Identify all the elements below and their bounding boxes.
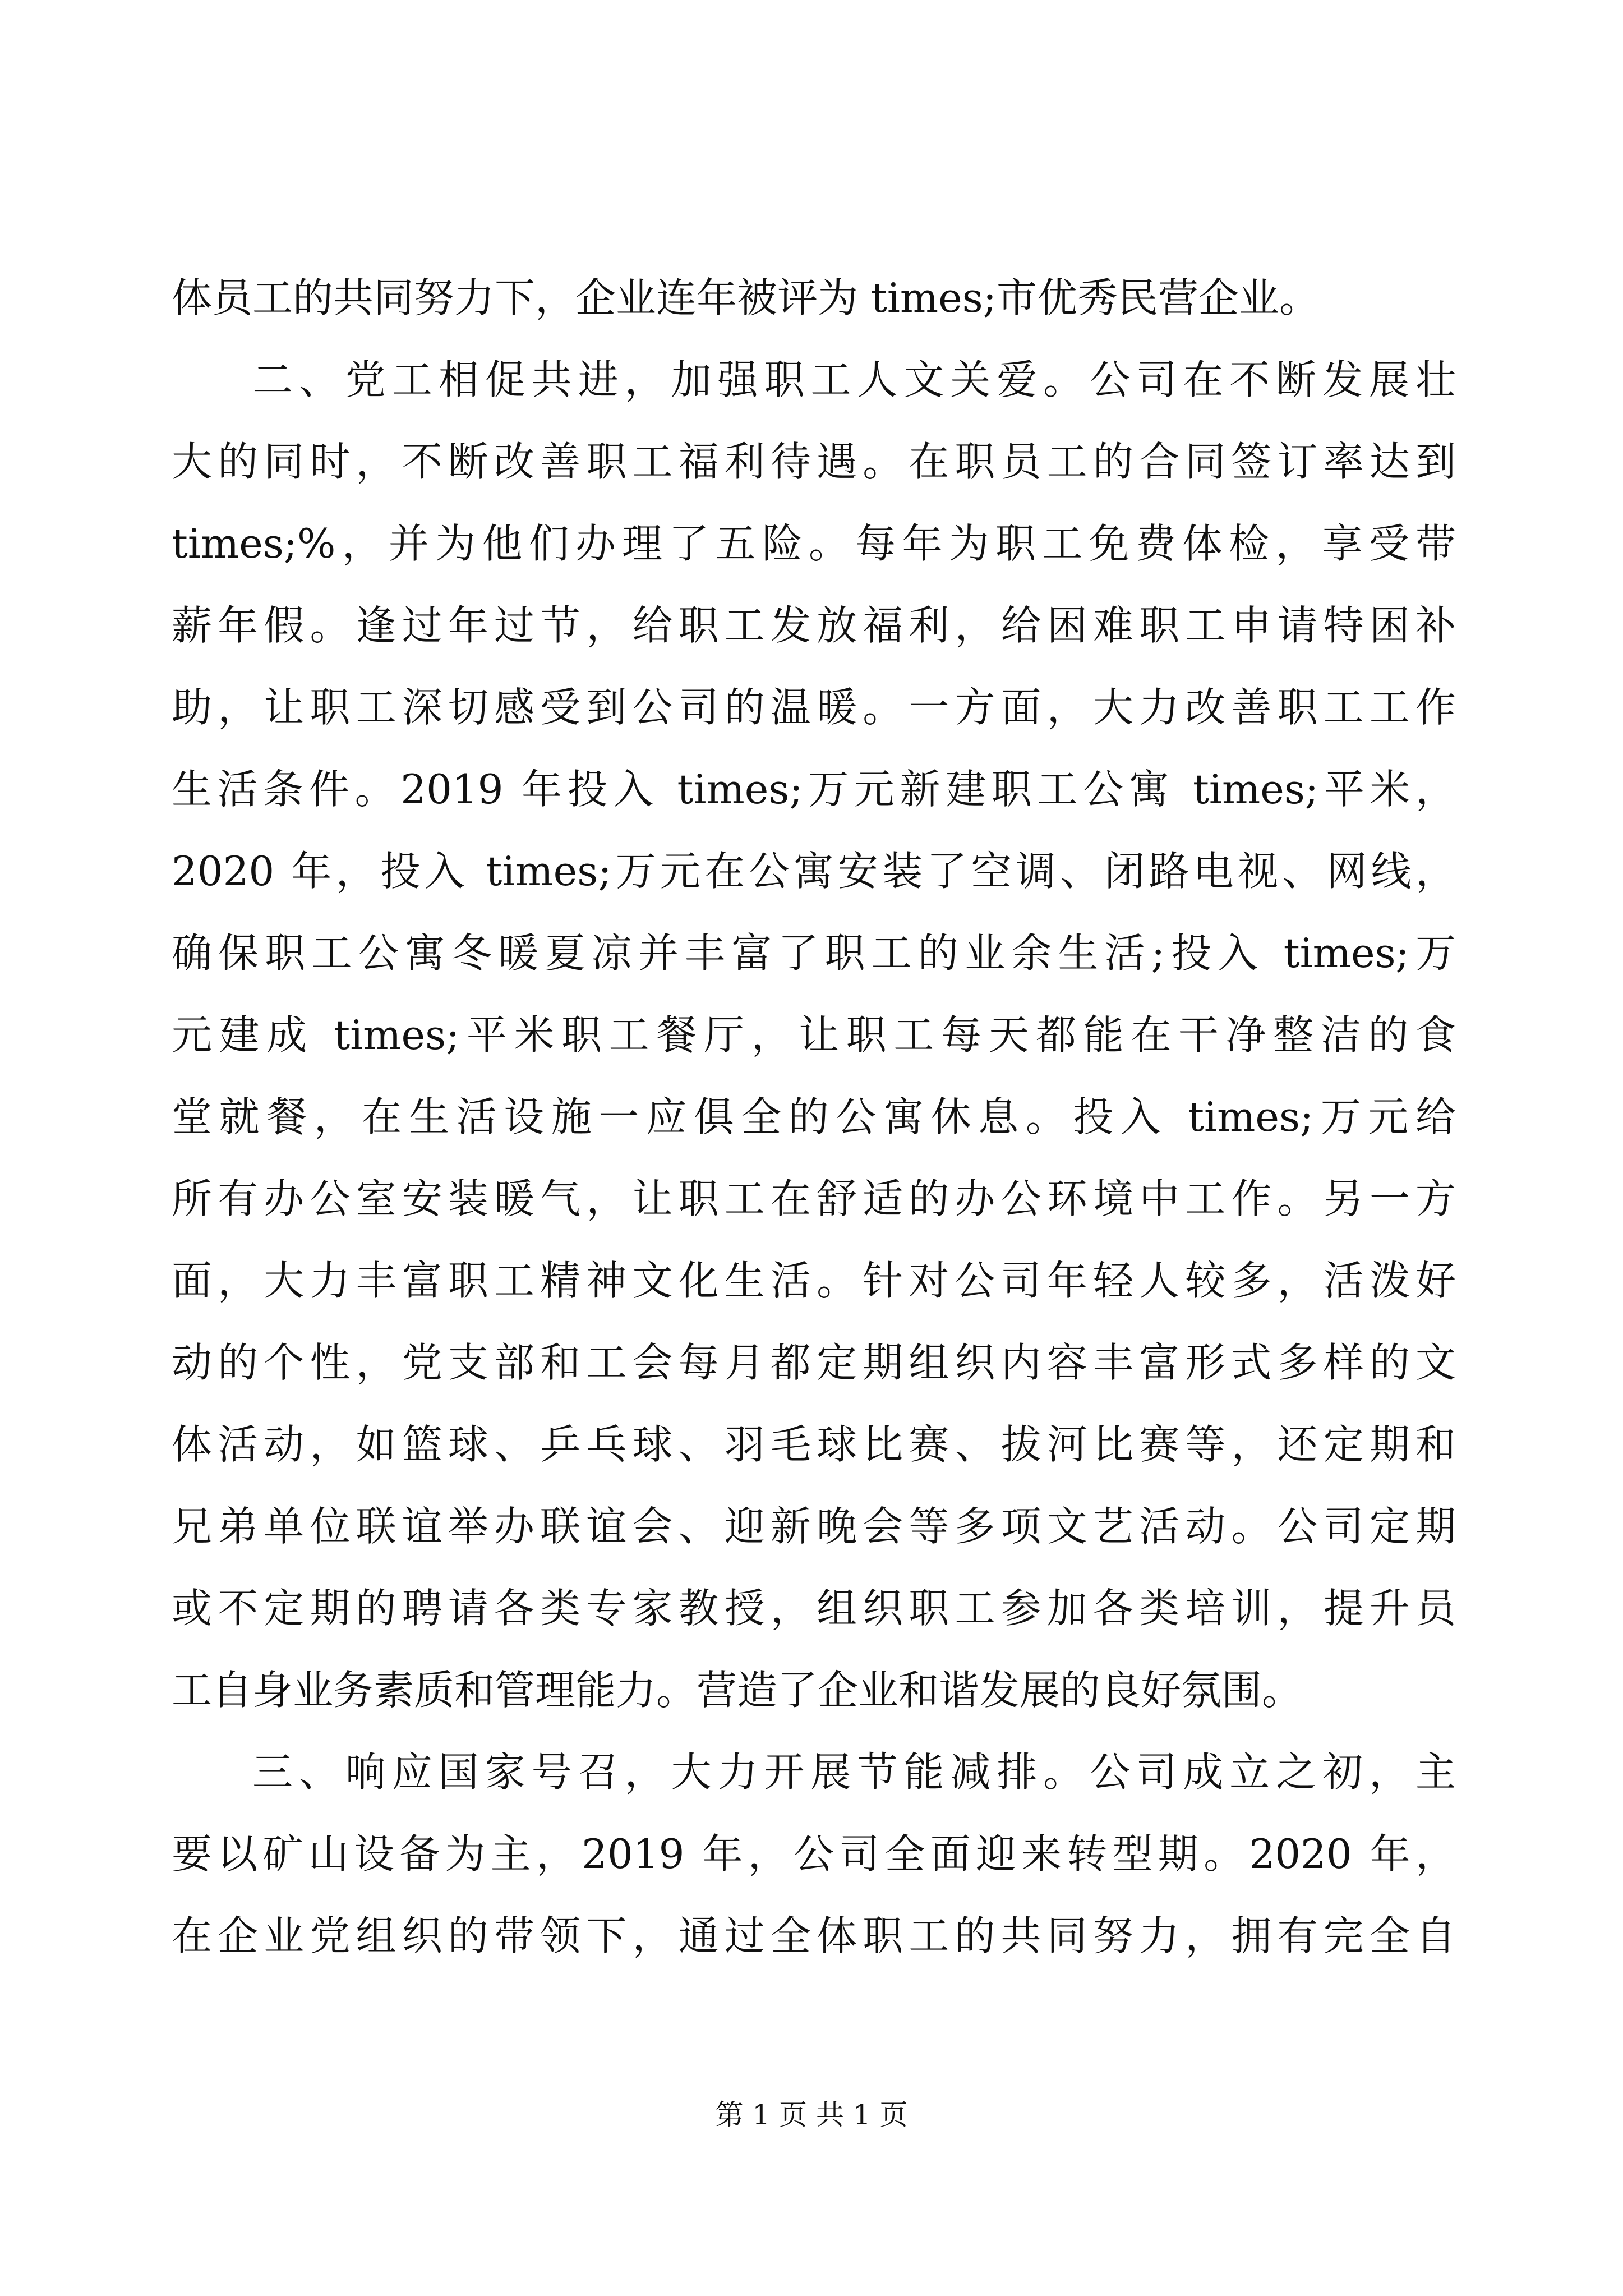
page-footer: 第 1 页 共 1 页 <box>715 2099 908 2131</box>
paragraph-line: 生活条件。2019 年投入 times;万元新建职工公寓 times;平米， <box>172 766 1456 813</box>
paragraph-line: 薪年假。逢过年过节，给职工发放福利，给困难职工申请特困补 <box>172 602 1456 649</box>
paragraph-line: 体员工的共同努力下，企业连年被评为 times;市优秀民营企业。 <box>172 274 1320 321</box>
paragraph-line: times;%，并为他们办理了五险。每年为职工免费体检，享受带 <box>172 520 1456 567</box>
paragraph-line: 2020 年，投入 times;万元在公寓安装了空调、闭路电视、网线， <box>172 848 1456 895</box>
paragraph-line: 元建成 times;平米职工餐厅，让职工每天都能在干净整洁的食 <box>172 1011 1456 1059</box>
paragraph-line: 三、响应国家号召，大力开展节能减排。公司成立之初，主 <box>252 1749 1456 1796</box>
paragraph-line: 要以矿山设备为主，2019 年，公司全面迎来转型期。2020 年， <box>172 1830 1456 1878</box>
paragraph-line: 所有办公室安装暖气，让职工在舒适的办公环境中工作。另一方 <box>172 1175 1456 1222</box>
paragraph-line: 兄弟单位联谊举办联谊会、迎新晚会等多项文艺活动。公司定期 <box>172 1503 1456 1550</box>
paragraph-line: 大的同时，不断改善职工福利待遇。在职员工的合同签订率达到 <box>172 438 1456 485</box>
paragraph-line: 工自身业务素质和管理能力。营造了企业和谐发展的良好氛围。 <box>172 1667 1303 1714</box>
paragraph-line: 堂就餐，在生活设施一应俱全的公寓休息。投入 times;万元给 <box>172 1093 1456 1140</box>
paragraph-line: 二、党工相促共进，加强职工人文关爱。公司在不断发展壮 <box>252 356 1456 403</box>
paragraph-line: 确保职工公寓冬暖夏凉并丰富了职工的业余生活;投入 times;万 <box>172 930 1456 977</box>
paragraph-line: 或不定期的聘请各类专家教授，组织职工参加各类培训，提升员 <box>172 1585 1456 1632</box>
paragraph-line: 体活动，如篮球、乒乓球、羽毛球比赛、拔河比赛等，还定期和 <box>172 1421 1456 1468</box>
paragraph-line: 在企业党组织的带领下，通过全体职工的共同努力，拥有完全自 <box>172 1912 1456 1959</box>
paragraph-line: 助，让职工深切感受到公司的温暖。一方面，大力改善职工工作 <box>172 684 1456 731</box>
paragraph-line: 动的个性，党支部和工会每月都定期组织内容丰富形式多样的文 <box>172 1339 1456 1386</box>
paragraph-line: 面，大力丰富职工精神文化生活。针对公司年轻人较多，活泼好 <box>172 1257 1456 1304</box>
